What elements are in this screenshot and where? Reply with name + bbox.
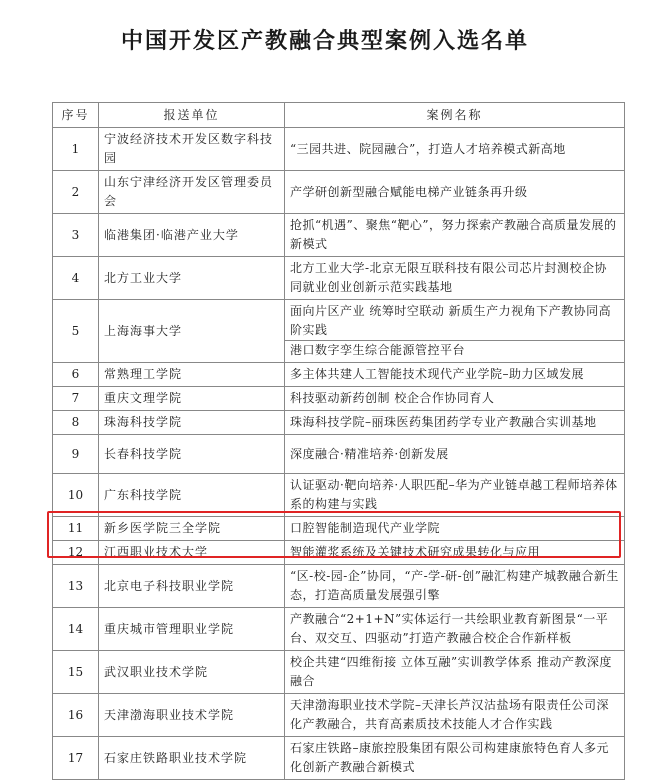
submitting-unit: 广东科技学院 — [99, 474, 285, 517]
table-row — [53, 363, 625, 387]
table-row — [53, 737, 625, 780]
case-name: 口腔智能制造现代产业学院 — [290, 521, 441, 535]
case-name-cell — [285, 411, 625, 435]
table-row — [53, 608, 625, 651]
case-name: 产教融合“2+1+N”实体运行一共绘职业教育新图景“一平台、双交互、四驱动”打造产教融合校企合作新样板 — [290, 612, 609, 645]
case-name: 天津渤海职业技术学院–天津长芦汉沽盐场有限责任公司深化产教融合，共育高素质技术技能人才合作实践 — [290, 698, 610, 731]
case-name: 多主体共建人工智能技术现代产业学院–助力区域发展 — [290, 367, 585, 381]
row-number: 1 — [53, 128, 99, 171]
table-row — [53, 435, 625, 474]
case-name-cell — [285, 387, 625, 411]
case-name-cell — [285, 435, 625, 474]
row-number: 8 — [53, 411, 99, 435]
submitting-unit: 石家庄铁路职业技术学院 — [99, 737, 285, 780]
row-number: 11 — [53, 517, 99, 541]
submitting-unit: 天津渤海职业技术学院 — [99, 694, 285, 737]
case-name: 深度融合·精准培养·创新发展 — [290, 446, 449, 461]
row-number: 13 — [53, 565, 99, 608]
case-name: 科技驱动新药创制 校企合作协同育人 — [290, 391, 495, 405]
row-number: 14 — [53, 608, 99, 651]
row-number: 12 — [53, 541, 99, 565]
table-row — [53, 300, 625, 363]
table-row — [53, 171, 625, 214]
case-name: 校企共建“四维衔接 立体互融”实训教学体系 推动产教深度融合 — [290, 655, 612, 688]
header-number: 序号 — [53, 103, 99, 128]
table-header-row — [53, 103, 625, 128]
case-name-cell — [285, 128, 625, 171]
case-name: “三园共进、院园融合”，打造人才培养模式新高地 — [290, 141, 566, 156]
row-number: 2 — [53, 171, 99, 214]
case-name-cell — [285, 651, 625, 694]
selection-list-table — [52, 102, 625, 780]
case-name: 珠海科技学院–丽珠医药集团药学专业产教融合实训基地 — [290, 415, 597, 429]
case-name-cell — [285, 257, 625, 300]
table-row — [53, 257, 625, 300]
table-row — [53, 214, 625, 257]
row-number: 9 — [53, 435, 99, 474]
case-name-cell — [285, 608, 625, 651]
highlight-box-row-13 — [47, 511, 621, 558]
submitting-unit: 宁波经济技术开发区数字科技园 — [99, 128, 285, 171]
submitting-unit: 珠海科技学院 — [99, 411, 285, 435]
row-number: 6 — [53, 363, 99, 387]
row-number: 5 — [53, 300, 99, 363]
case-name-cell — [285, 737, 625, 780]
case-name: 石家庄铁路–康旅控股集团有限公司构建康旅特色育人多元化创新产教融合新模式 — [290, 741, 610, 774]
table-row — [53, 694, 625, 737]
case-name: “区-校-园-企”协同，“产-学-研-创”融汇构建产城教融合新生态，打造高质量发展强引擎 — [290, 569, 619, 602]
header-unit: 报送单位 — [99, 103, 285, 128]
table-row — [53, 411, 625, 435]
submitting-unit: 长春科技学院 — [99, 435, 285, 474]
page-title: 中国开发区产教融合典型案例入选名单 — [120, 28, 529, 54]
row-number: 7 — [53, 387, 99, 411]
case-name: 面向片区产业 统筹时空联动 新质生产力视角下产教协同高阶实践 — [290, 304, 612, 337]
table-row — [53, 128, 625, 171]
case-name-cell — [285, 300, 625, 363]
case-name-cell — [285, 565, 625, 608]
case-name-cell — [285, 363, 625, 387]
row-number: 17 — [53, 737, 99, 780]
case-name-cell — [285, 171, 625, 214]
submitting-unit: 常熟理工学院 — [99, 363, 285, 387]
case-name: 抢抓“机遇”、聚焦“靶心”，努力探索产教融合高质量发展的新模式 — [290, 218, 617, 251]
submitting-unit: 临港集团·临港产业大学 — [99, 214, 285, 257]
row-number: 15 — [53, 651, 99, 694]
case-name: 认证驱动·靶向培养·人职匹配–华为产业链卓越工程师培养体系的构建与实践 — [290, 478, 618, 511]
submitting-unit: 重庆城市管理职业学院 — [99, 608, 285, 651]
row-number: 4 — [53, 257, 99, 300]
table-row — [53, 565, 625, 608]
submitting-unit: 北方工业大学 — [99, 257, 285, 300]
submitting-unit: 北京电子科技职业学院 — [99, 565, 285, 608]
row-number: 10 — [53, 474, 99, 517]
submitting-unit: 江西职业技术大学 — [99, 541, 285, 565]
case-name-cell — [285, 214, 625, 257]
case-name: 港口数字孪生综合能源管控平台 — [285, 340, 624, 360]
case-name: 智能灌浆系统及关键技术研究成果转化与应用 — [290, 545, 541, 559]
submitting-unit: 山东宁津经济开发区管理委员会 — [99, 171, 285, 214]
submitting-unit: 重庆文理学院 — [99, 387, 285, 411]
submitting-unit: 上海海事大学 — [99, 300, 285, 363]
case-name-cell — [285, 694, 625, 737]
table-row — [53, 651, 625, 694]
header-case-name: 案例名称 — [285, 103, 625, 128]
row-number: 3 — [53, 214, 99, 257]
case-name: 北方工业大学-北京无限互联科技有限公司芯片封测校企协同就业创业创新示范实践基地 — [290, 261, 608, 294]
submitting-unit: 武汉职业技术学院 — [99, 651, 285, 694]
case-name: 产学研创新型融合赋能电梯产业链条再升级 — [290, 184, 528, 199]
submitting-unit: 新乡医学院三全学院 — [99, 517, 285, 541]
row-number: 16 — [53, 694, 99, 737]
table-row — [53, 387, 625, 411]
